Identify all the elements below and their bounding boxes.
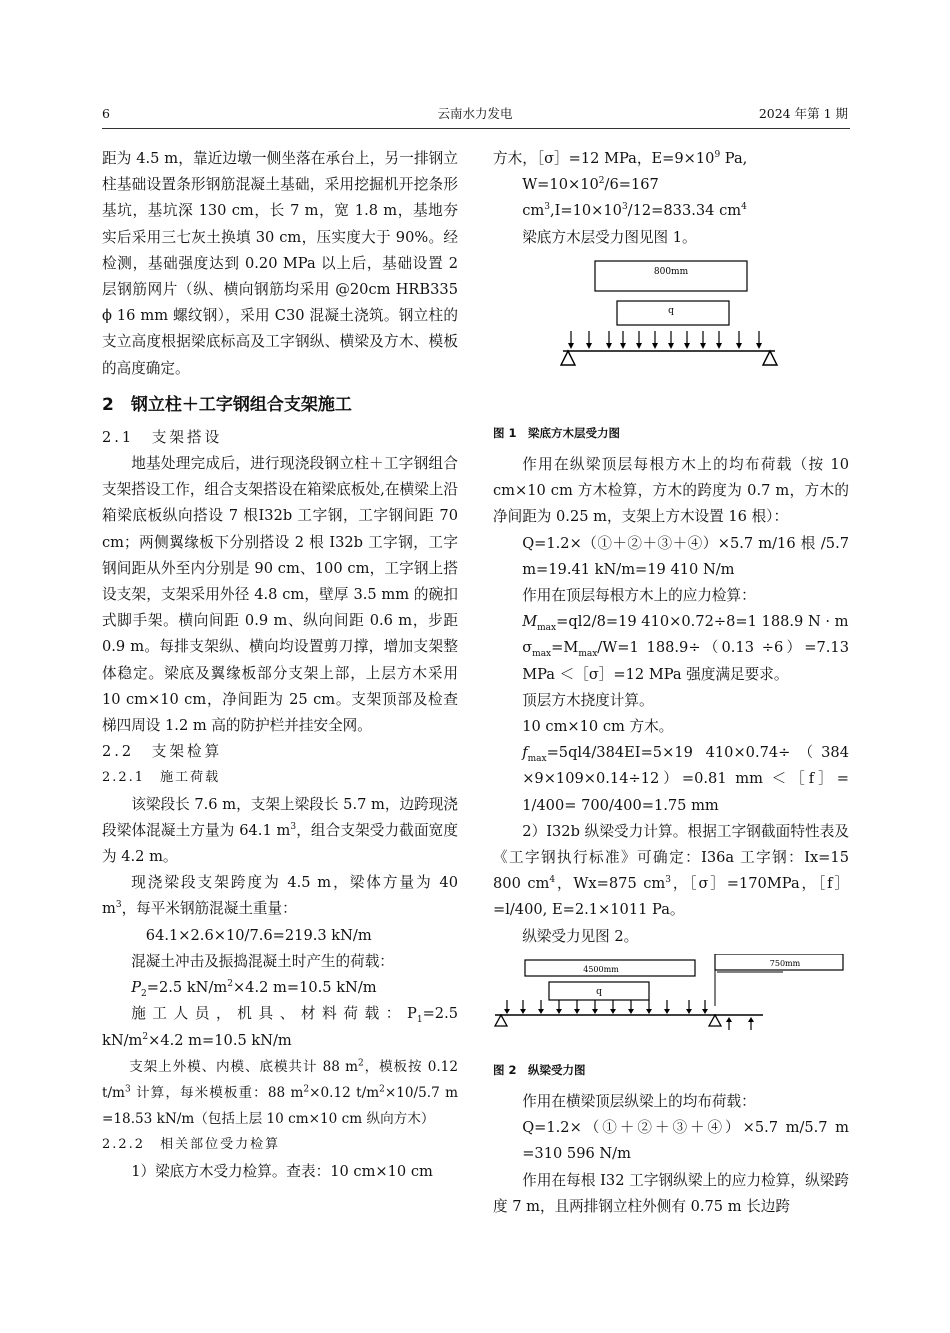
beam-load-diagram-1: [493, 255, 849, 415]
paragraph: 地基处理完成后，进行现浇段钢立柱＋工字钢组合支架搭设工作，组合支架搭设在箱梁底板处,在横梁上沿箱梁底板纵向搭设 7 根I32b 工字钢，工字钢间距 70 cm；两侧翼缘板下分别搭设 2 根 I32b 工字钢，工字钢间距从外至内分别是 90 cm、100 cm，工字钢上搭设支架，支架采用外径 4.8 cm，壁厚 3.5 mm 的碗扣式脚手架。横向间距 0.9 m、纵向间距 0.6 m，步距 0.9 m。每排支架纵、横向均设置剪刀撑，增加支架整体稳定。梁底及翼缘板部分支架上部，上层方木采用 10 cm×10 cm，净间距为 25 cm。支架顶部及检查梯四周设 1.2 m 高的防护栏并挂安全网。: [102, 455, 458, 735]
left-column: [102, 146, 458, 1185]
equation: $M_{max}=ql2/8=19$ 410×0.72÷8=1 188.9 N · m: [522, 613, 849, 634]
support-left: [561, 351, 575, 365]
paragraph: 1）梁底方木受力检算。查表：10 cm×10 cm: [131, 1162, 433, 1180]
paragraph: 作用在顶层每根方木上的应力检算：: [522, 587, 756, 605]
support-left: [495, 1015, 507, 1026]
right-column: [493, 146, 849, 1220]
equation: $\sigma_{max}=M_{max}/W=1$ 188.9÷（0.13 ÷6）=7.13 MPa ＜［σ］=12 MPa 强度满足要求。: [522, 639, 849, 683]
paragraph: 现浇梁段支架跨度为 4.5 m，梁体方量为 40 $m^3$，每平米钢筋混凝土重量：: [102, 874, 458, 918]
subsubsection-heading: 2.2.1 施工荷载: [102, 770, 221, 786]
figure-1: [493, 255, 849, 442]
dim-label-1: 4500mm: [583, 964, 619, 974]
paragraph: 方木，［σ］=12 MPa，$E=9\times 10^9$ Pa,: [493, 150, 748, 167]
page-number: 6: [102, 106, 110, 121]
figure-2: [493, 954, 849, 1079]
figure-caption: 图 1 梁底方木层受力图: [493, 426, 621, 441]
paragraph: 该梁段长 7.6 m，支架上梁段长 5.7 m，边跨现浇段梁体混凝土方量为 64.1 $m^3$，组合支架受力截面宽度为 4.2 m。: [102, 795, 458, 866]
figure-caption: 图 2 纵梁受力图: [493, 1063, 586, 1078]
load-label: q: [596, 986, 602, 997]
equation: 64.1×2.6×10/7.6=219.3 kN/m: [145, 926, 372, 944]
paragraph: 施工人员，机具、材料荷载：$P_1=2.5$ $kN/m^2\times 4.2$ m=10.5 kN/m: [102, 1005, 458, 1049]
paragraph: 距为 4.5 m，靠近边墩一侧坐落在承台上，另一排钢立柱基础设置条形钢筋混凝土基础，采用挖掘机开挖条形基坑，基坑深 130 cm，长 7 m，宽 1.8 m，基地夯实后采用三七灰土换填 30 cm，压实度大于 90%。经检测，基础强度达到 0.20 MPa 以上后，基础设置 2 层钢筋网片（纵、横向钢筋均采用 @20cm HRB335 ϕ 16 mm 螺纹钢），采用 C30 混凝土浇筑。钢立柱的支立高度根据梁底标高及工字钢纵、横梁及方木、模板的高度确定。: [102, 150, 458, 377]
paragraph: 顶层方木挠度计算。: [522, 691, 654, 709]
paragraph: 作用在每根 I32 工字钢纵梁上的应力检算，纵梁跨度 7 m，且两排钢立柱外侧有 0.75 m 长边跨: [493, 1171, 849, 1215]
support-mid: [709, 1015, 721, 1026]
subsubsection-heading: 2.2.2 相关部位受力检算: [102, 1137, 281, 1153]
equation: Q=1.2×（①＋②＋③＋④）×5.7 m/5.7 m =310 596 N/m: [522, 1119, 849, 1163]
paragraph: 2）I32b 纵梁受力计算。根据工字钢截面特性表及《工字钢执行标准》可确定：I36a 工字钢：Ix=15 800 $cm^4$，Wx=875 $cm^3$，［σ］=170MPa，［f］ =l/400, E=2.1×1011 Pa。: [493, 822, 849, 919]
beam-load-diagram-2: [493, 954, 849, 1052]
subsection-heading: 2.2 支架检算: [102, 743, 223, 761]
paragraph: 梁底方木层受力图见图 1。: [522, 228, 697, 246]
equation: Q=1.2×（①＋②＋③＋④）×5.7 m/16 根 /5.7 m=19.41 kN/m=19 410 N/m: [522, 534, 849, 578]
support-right: [763, 351, 777, 365]
section-heading: 2 钢立柱＋工字钢组合支架施工: [102, 394, 352, 415]
header-rule: [102, 128, 850, 129]
equation: $W=10\times 10^2/6=167$ $cm^3,I=10\times 10^3/12=833.34$ $cm^4$: [522, 176, 747, 220]
subsection-heading: 2.1 支架搭设: [102, 428, 223, 446]
equation: $f_{max}=5ql4/384EI=5\times 19$ 410×0.74÷（384 ×9×109×0.14÷12）=0.81 mm ＜［f］= 1/400= 700/400=1.75 mm: [522, 744, 849, 814]
load-label: q: [668, 305, 674, 316]
equation: $P_2=2.5$ $kN/m^2\times 4.2$ m=10.5 kN/m: [131, 979, 377, 999]
paragraph: 纵梁受力见图 2。: [522, 927, 639, 945]
paragraph: 支架上外模、内模、底模共计 88 $m^2$，模板按 0.12 $t/m^3$ 计算，每米模板重：88 $m^2\times 0.12$ $t/m^2\times 10/5.7$ m =18.53 kN/m（包括上层 10 cm×10 cm 纵向方木）: [102, 1058, 458, 1128]
dim-label-2: 750mm: [769, 958, 801, 968]
load-arrows: [507, 1000, 705, 1012]
load-arrows: [571, 331, 759, 347]
journal-title: 云南水力发电: [437, 106, 513, 121]
paragraph: 作用在横梁顶层纵梁上的均布荷载：: [522, 1093, 756, 1111]
paragraph: 作用在纵梁顶层每根方木上的均布荷载（按 10 cm×10 cm 方木检算，方木的跨度为 0.7 m，方木的净间距为 0.25 m，支架上方木设置 16 根）：: [493, 456, 849, 526]
paragraph: 混凝土冲击及振捣混凝土时产生的荷载：: [131, 952, 394, 970]
issue-label: 2024 年第 1 期: [758, 106, 848, 121]
dim-label: 800mm: [653, 266, 689, 277]
paragraph: 10 cm×10 cm 方木。: [522, 718, 674, 736]
